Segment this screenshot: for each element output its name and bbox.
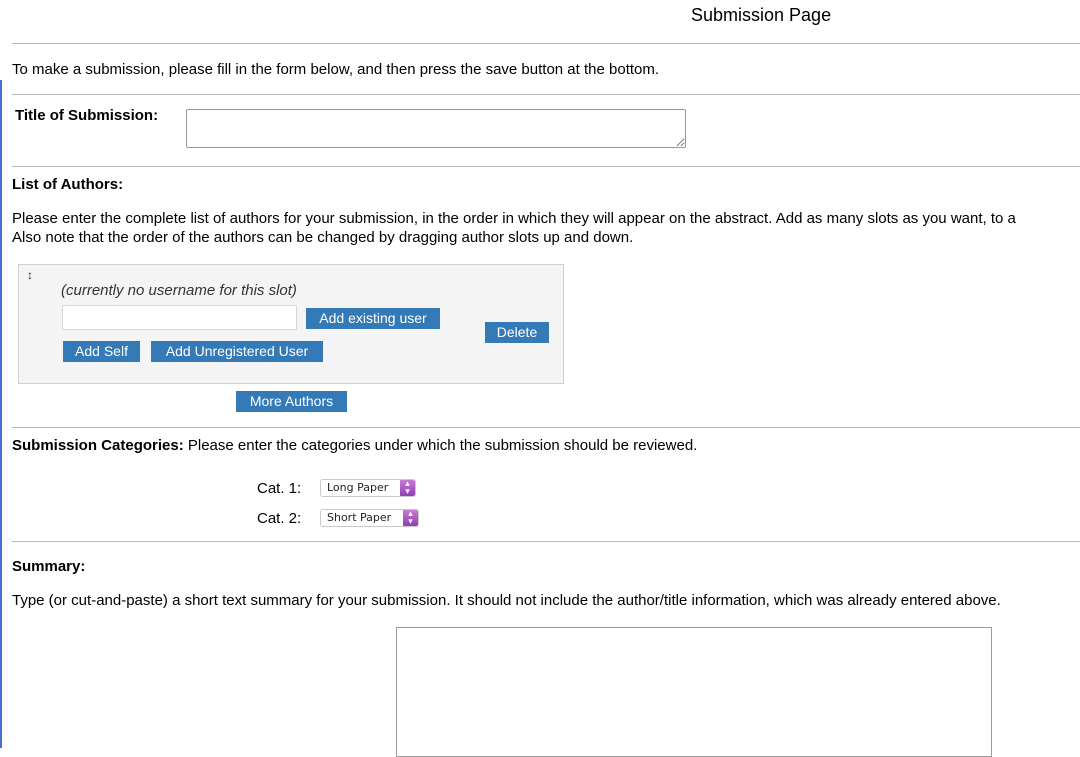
summary-heading: Summary: xyxy=(12,558,86,575)
add-self-button[interactable]: Add Self xyxy=(63,341,140,362)
divider xyxy=(12,427,1080,428)
title-label: Title of Submission: xyxy=(15,107,159,124)
authors-description-line2: Also note that the order of the authors can be changed by dragging author slots up and down. xyxy=(12,229,634,246)
delete-author-button[interactable]: Delete xyxy=(485,322,549,343)
more-authors-button[interactable]: More Authors xyxy=(236,391,347,412)
cat2-label: Cat. 2: xyxy=(257,510,302,527)
cat1-label: Cat. 1: xyxy=(257,480,302,497)
summary-input[interactable] xyxy=(396,627,992,757)
add-existing-user-button[interactable]: Add existing user xyxy=(306,308,440,329)
categories-heading: Submission Categories: xyxy=(12,437,184,454)
select-chevron-icon: ▴ ▾ xyxy=(400,480,415,496)
left-edge-bar xyxy=(0,80,2,748)
summary-description: Type (or cut-and-paste) a short text summary for your submission. It should not include the author/title information, which was already entered above. xyxy=(12,592,1001,609)
categories-intro xyxy=(12,437,697,454)
select-chevron-icon: ▴ ▾ xyxy=(403,510,418,526)
slot-username-note: (currently no username for this slot) xyxy=(61,282,297,299)
title-input[interactable] xyxy=(186,109,686,148)
divider xyxy=(12,94,1080,95)
categories-description: Please enter the categories under which the submission should be reviewed. xyxy=(183,437,698,454)
authors-heading: List of Authors: xyxy=(12,176,124,193)
cat2-select[interactable] xyxy=(320,509,419,527)
intro-text: To make a submission, please fill in the form below, and then press the save button at the bottom. xyxy=(12,61,660,78)
cat1-select[interactable] xyxy=(320,479,416,497)
divider xyxy=(12,541,1080,542)
username-input[interactable] xyxy=(62,305,297,330)
divider xyxy=(12,43,1080,44)
author-slot[interactable] xyxy=(18,264,564,384)
page-title: Submission Page xyxy=(691,5,832,25)
cat1-selected-value: Long Paper xyxy=(327,481,389,494)
drag-handle-icon[interactable]: ↕ xyxy=(27,268,33,282)
cat2-selected-value: Short Paper xyxy=(327,511,392,524)
add-unregistered-user-button[interactable]: Add Unregistered User xyxy=(151,341,323,362)
divider xyxy=(12,166,1080,167)
authors-description-line1: Please enter the complete list of authors for your submission, in the order in which they will appear on the abstract. Add as many slots as you want, to a xyxy=(12,210,1016,227)
